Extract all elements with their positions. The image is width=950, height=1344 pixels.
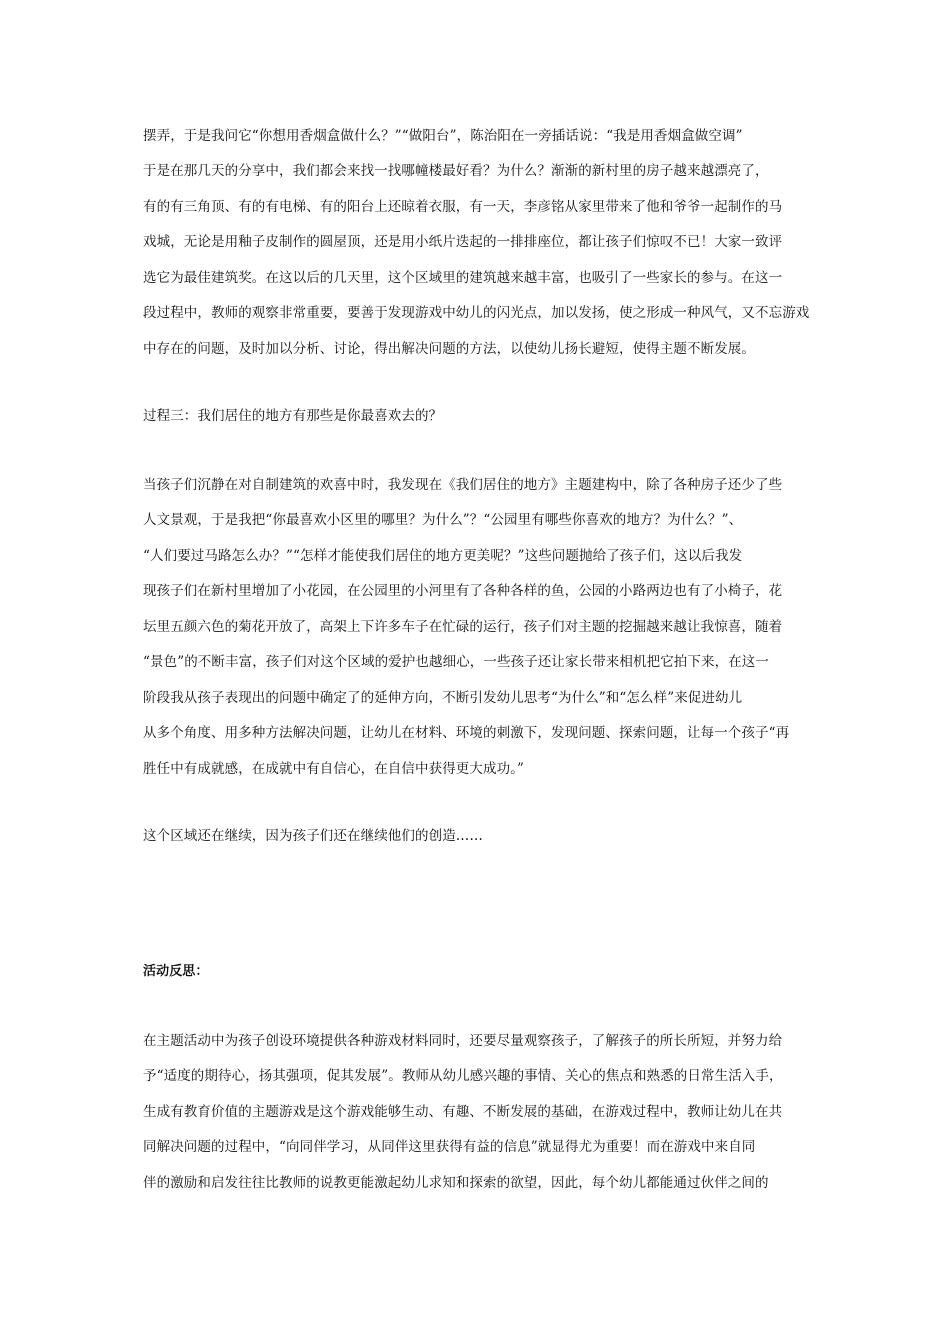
paragraph-3-line: 伴的激励和启发往往比教师的说教更能激起幼儿求知和探索的欲望，因此，每个幼儿都能通过伙伴之间的 xyxy=(143,1175,769,1191)
reflection-heading: 活动反思： xyxy=(143,964,209,979)
paragraph-1-line: 选它为最佳建筑奖。在这以后的几天里，这个区域里的建筑越来越丰富，也吸引了一些家长的参与。在这一 xyxy=(143,270,783,286)
paragraph-1-line: 摆弄，于是我问它“你想用香烟盒做什么？”“做阳台”，陈治阳在一旁插话说：“我是用香烟盒做空调” xyxy=(143,128,743,144)
paragraph-2-line: 胜任中有成就感，在成就中有自信心，在自信中获得更大成功。” xyxy=(143,761,525,777)
continuing-line: 这个区域还在继续，因为孩子们还在继续他们的创造…… xyxy=(143,828,483,844)
paragraph-1-line: 戏城，无论是用釉子皮制作的圆屋顶，还是用小纸片迭起的一排排座位，都让孩子们惊叹不已！大家一致评 xyxy=(143,234,783,250)
paragraph-1-line: 于是在那几天的分享中，我们都会来找一找哪幢楼最好看？为什么？渐渐的新村里的房子越来越漂亮了， xyxy=(143,163,769,179)
paragraph-3-line: 予“适度的期待心，扬其强项，促其发展”。教师从幼儿感兴趣的事情、关心的焦点和熟悉的日常生活入手， xyxy=(143,1068,783,1084)
paragraph-2-line: 当孩子们沉静在对自制建筑的欢喜中时，我发现在《我们居住的地方》主题建构中，除了各种房子还少了些 xyxy=(143,477,783,493)
process-3-heading: 过程三：我们居住的地方有那些是你最喜欢去的？ xyxy=(143,408,443,424)
paragraph-2-line: 阶段我从孩子表现出的问题中确定了的延伸方向，不断引发幼儿思考“为什么”和“怎么样”来促进幼儿 xyxy=(143,690,743,706)
paragraph-3-line: 同解决问题的过程中，“向同伴学习，从同伴这里获得有益的信息”就显得尤为重要！而在游戏中来自同 xyxy=(143,1139,756,1155)
paragraph-3-line: 在主题活动中为孩子创设环境提供各种游戏材料同时，还要尽量观察孩子，了解孩子的所长所短，并努力给 xyxy=(143,1033,783,1049)
paragraph-1-line: 段过程中，教师的观察非常重要，要善于发现游戏中幼儿的闪光点，加以发扬，使之形成一种风气，又不忘游戏 xyxy=(143,305,810,321)
paragraph-3-line: 生成有教育价值的主题游戏是这个游戏能够生动、有趣、不断发展的基础，在游戏过程中，教师让幼儿在共 xyxy=(143,1104,783,1120)
paragraph-1-line: 有的有三角顶、有的有电梯、有的阳台上还晾着衣服，有一天，李彦铭从家里带来了他和爷爷一起制作的马 xyxy=(143,199,783,215)
paragraph-2-line: 人文景观，于是我把“你最喜欢小区里的哪里？为什么”？“公园里有哪些你喜欢的地方？为什么？”、 xyxy=(143,512,743,528)
paragraph-2-line: 坛里五颜六色的菊花开放了，高架上下许多车子在忙碌的运行，孩子们对主题的挖掘越来越让我惊喜，随着 xyxy=(143,619,783,635)
paragraph-2-line: 从多个角度、用多种方法解决问题，让幼儿在材料、环境的刺激下，发现问题、探索问题，让每一个孩子“再 xyxy=(143,725,790,741)
paragraph-1-line: 中存在的问题，及时加以分析、讨论，得出解决问题的方法，以使幼儿扬长避短，使得主题不断发展。 xyxy=(143,341,755,357)
paragraph-2-line: “人们要过马路怎么办？”“怎样才能使我们居住的地方更美呢？”这些问题抛给了孩子们，这以后我发 xyxy=(143,548,743,564)
paragraph-2-line: “景色”的不断丰富，孩子们对这个区域的爱护也越细心，一些孩子还让家长带来相机把它拍下来，在这一 xyxy=(143,654,770,670)
paragraph-2-line: 现孩子们在新村里增加了小花园，在公园里的小河里有了各种各样的鱼，公园的小路两边也有了小椅子，花 xyxy=(143,583,783,599)
